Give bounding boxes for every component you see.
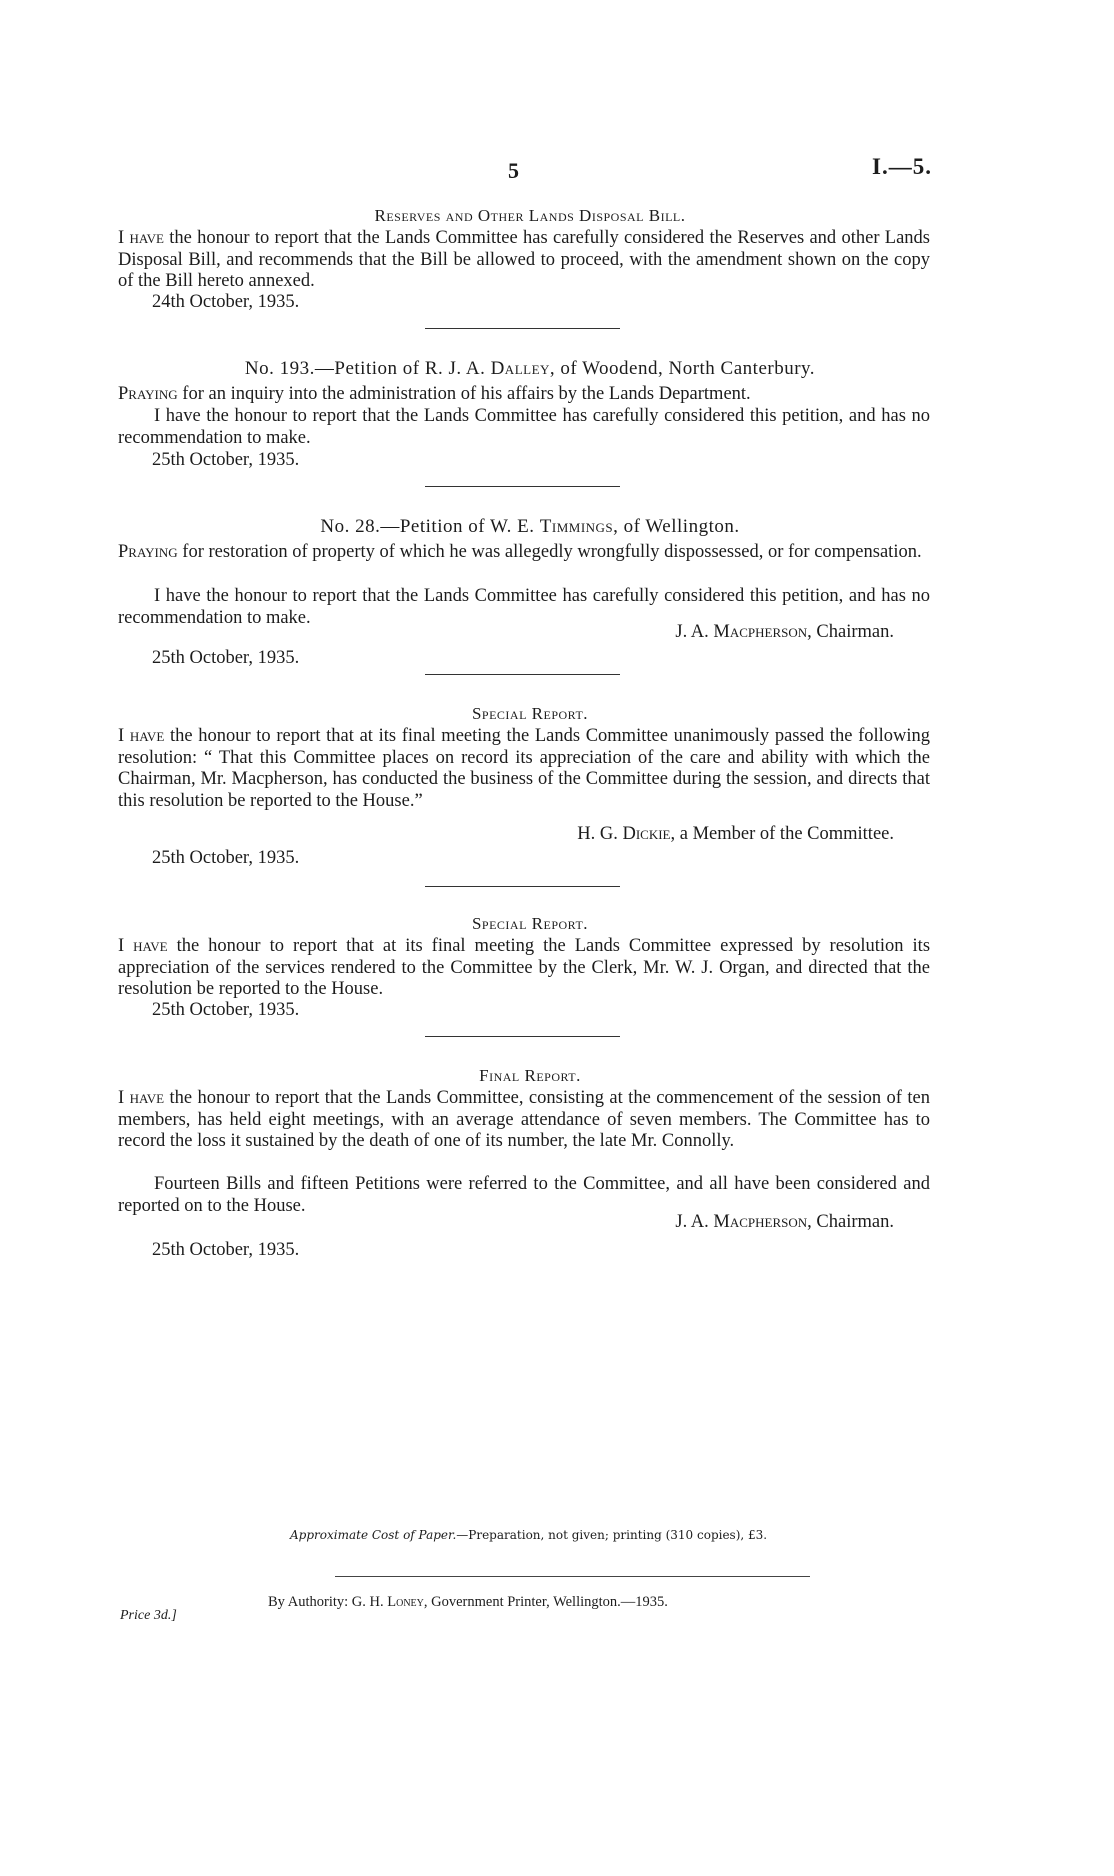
paragraph-text: the honour to report that the Lands Committee, consisting at the commencement of the session of ten members, has held eight meetings, with an average attendance of seven members. The Committee has to record the loss it sustained by the death of one of its number, the late Mr. Connolly. xyxy=(118,1088,930,1151)
date-final-report: 25th October, 1935. xyxy=(152,1240,300,1260)
paragraph-petition-28: I have the honour to report that the Lands Committee has carefully considered this petition, and has no recommendation to make. xyxy=(118,586,930,628)
signature-petition-28 xyxy=(675,622,894,643)
section-title-special-report-1: Special Report. xyxy=(471,704,589,723)
praying-petition-193 xyxy=(118,384,930,406)
signature-name: Macpherson xyxy=(713,622,808,642)
paragraph-text: for an inquiry into the administration of his affairs by the Lands Department. xyxy=(182,384,751,404)
signature-title: , Chairman. xyxy=(807,1212,894,1232)
authority-suffix: , Government Printer, Wellington.—1935. xyxy=(423,1594,668,1610)
signature-final-report xyxy=(675,1212,894,1233)
lead-word: I have xyxy=(118,936,168,956)
lead-word: I have xyxy=(118,726,165,746)
authority-prefix: By Authority: G. H. xyxy=(268,1594,384,1610)
page-number: 5 xyxy=(508,158,519,183)
date-special-report-2: 25th October, 1935. xyxy=(152,1000,300,1020)
paragraph-text: the honour to report that at its final meeting the Lands Committee expressed by resolution its appreciation of the services rendered to the Committee by the Clerk, Mr. W. J. Organ, and directed that the resolution be reported to the House. xyxy=(118,936,931,999)
title-prefix: No. 193.—Petition of R. J. A. xyxy=(244,358,486,379)
lead-word: I have xyxy=(118,1088,165,1108)
section-title-final-report: Final Report. xyxy=(479,1066,581,1085)
paragraph-text: for restoration of property of which he was allegedly wrongfully dispossessed, or for compensation. xyxy=(182,542,922,562)
lead-word: Praying xyxy=(118,542,178,562)
section-title-petition-193 xyxy=(0,358,1060,380)
date-petition-193: 25th October, 1935. xyxy=(152,450,300,470)
divider xyxy=(425,486,620,487)
footer-divider xyxy=(335,1576,810,1577)
paragraph-text: the honour to report that at its final meeting the Lands Committee unanimously passed the following resolution: “ That this Committee places on record its appreciation of the care and ability with which the Chairman, Mr. Macpherson, has conducted the business of the Committee during the session, and directs that this resolution be reported to the House.” xyxy=(118,726,931,811)
title-suffix: , of Woodend, North Canterbury. xyxy=(549,358,816,379)
lead-word: Praying xyxy=(118,384,178,404)
title-suffix: , of Wellington. xyxy=(613,516,740,537)
cost-text: —Preparation, not given; printing (310 copies), £3. xyxy=(456,1528,768,1542)
section-title-petition-28 xyxy=(0,516,1060,538)
paragraph-petition-193: I have the honour to report that the Lands Committee has carefully considered this petition, and has no recommendation to make. xyxy=(118,406,930,448)
divider xyxy=(425,1036,620,1037)
signature-name: Macpherson xyxy=(713,1212,808,1232)
cost-note xyxy=(290,1528,767,1542)
praying-petition-28 xyxy=(118,542,930,564)
divider xyxy=(425,674,620,675)
title-prefix: No. 28.—Petition of W. E. xyxy=(320,516,535,537)
price-note: Price 3d.] xyxy=(120,1608,177,1623)
paragraph-final-report xyxy=(118,1088,930,1153)
petitioner-name: Timmings xyxy=(539,516,614,537)
signature-title: , Chairman. xyxy=(807,622,894,642)
document-reference: I.—5. xyxy=(872,154,932,179)
lead-word: I have xyxy=(118,228,164,248)
section-title-special-report-2: Special Report. xyxy=(471,914,589,933)
printer-name: Loney xyxy=(387,1594,424,1610)
petitioner-name: Dalley xyxy=(490,358,550,379)
divider xyxy=(425,886,620,887)
date-special-report-1: 25th October, 1935. xyxy=(152,848,300,868)
signature-initials: J. A. xyxy=(675,1212,709,1232)
signature-initials: J. A. xyxy=(675,622,709,642)
paragraph-special-report-1 xyxy=(118,726,930,812)
date-reserves-bill: 24th October, 1935. xyxy=(152,292,300,312)
signature-special-report-1 xyxy=(577,824,894,845)
paragraph-final-report-2: Fourteen Bills and fifteen Petitions were referred to the Committee, and all have been considered and reported on to the House. xyxy=(118,1174,930,1216)
paragraph-reserves-bill xyxy=(118,228,930,293)
paragraph-text: the honour to report that the Lands Committee has carefully considered the Reserves and other Lands Disposal Bill, and recommends that the Bill be allowed to proceed, with the amendment shown on the copy of the Bill hereto annexed. xyxy=(118,228,931,291)
date-petition-28: 25th October, 1935. xyxy=(152,648,300,668)
signature-name: Dickie xyxy=(622,824,671,844)
signature-title: , a Member of the Committee. xyxy=(670,824,894,844)
paragraph-special-report-2 xyxy=(118,936,930,1001)
cost-label: Approximate Cost of Paper. xyxy=(290,1528,457,1542)
printer-authority xyxy=(268,1594,668,1611)
signature-initials: H. G. xyxy=(577,824,618,844)
divider xyxy=(425,328,620,329)
section-title-reserves-bill: Reserves and Other Lands Disposal Bill. xyxy=(374,206,686,225)
